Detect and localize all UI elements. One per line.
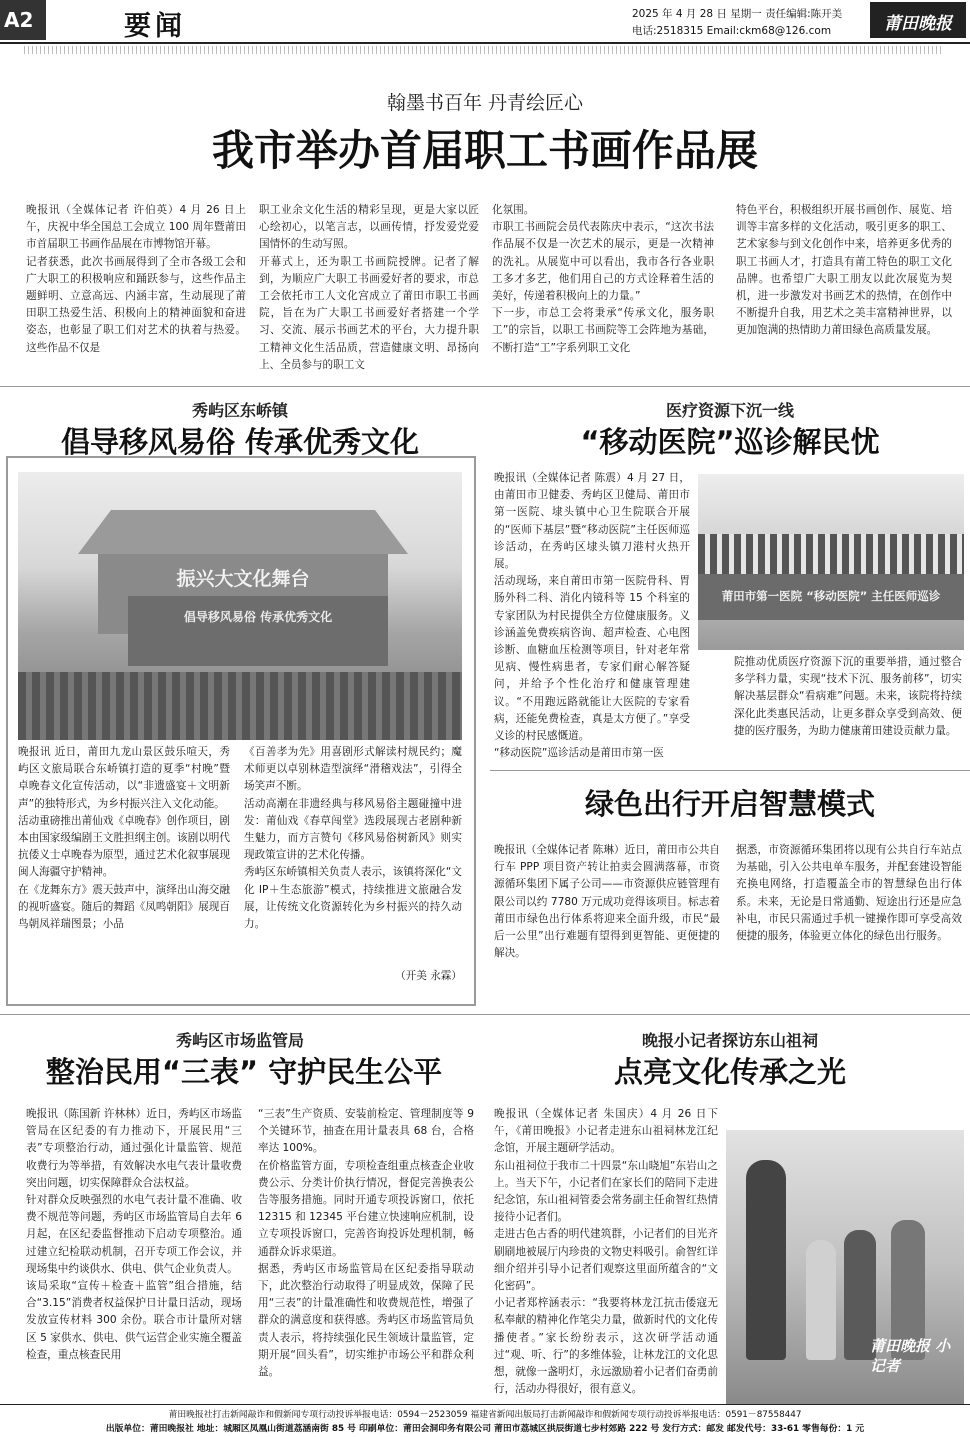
customs-byline: （开美 永霖） bbox=[395, 970, 462, 982]
page-number: A2 bbox=[4, 8, 34, 32]
masthead-logo: 莆田晚报 bbox=[884, 14, 952, 34]
child-figure-1 bbox=[806, 1240, 836, 1360]
clinic-headline: “移动医院”巡诊解民忧 bbox=[580, 425, 880, 459]
banner-title: 振兴大文化舞台 bbox=[176, 568, 310, 590]
clinic-kicker: 医疗资源下沉一线 bbox=[665, 401, 794, 420]
lead-col-2: 职工业余文化生活的精彩呈现，更是大家以匠心绘初心，以笔言志，以画传情，抒发爱党爱国情怀的生动写照。 开幕式上，还为职工书画院授牌。记者了解到，为顺应广大职工书画爱好者的要求，市总工会依托市工人文化宫成立了莆田市职工书画院，旨在为广大职工书画爱好者搭建一个学习、交流、展示书画艺术的平台，大力提升职工精神文化生活品质，营造健康文明、昂扬向上、全员参与的职工文 bbox=[259, 204, 479, 371]
footer-rule bbox=[0, 1404, 970, 1405]
audience bbox=[18, 672, 462, 740]
bike-col-1: 晚报讯（全媒体记者 陈琳）近日，莆田市公共自行车 PPP 项目资产转让拍卖会圆满落幕，市资源循环集团下属子公司——市资源供应链管理有限公司以约 7780 万元成功竞得该项目。标志着莆田市绿色出行体系将迎来全面升级，市民“最后一公里”出行难题有望得到更智能、更便捷的解决。 bbox=[494, 844, 720, 960]
footer-line-2: 出版单位：莆田晚报社 地址：城厢区凤凰山街道荔涵南街 85 号 印刷单位：莆田会洞印务有限公司 莆田市荔城区拱辰街道七步村郊路 222 号 发行方式：邮发 邮发代号：33-61 零售每份：1 元 bbox=[105, 1424, 865, 1434]
clinic-divider bbox=[490, 770, 970, 771]
customs-col-2: 《百善孝为先》用喜剧形式解读村规民约；魔术师更以卓别林造型演绎“滑稽戏法”，引得全场笑声不断。 活动高潮在非遗经典与移风易俗主题碰撞中进发：莆仙戏《春草闯堂》选段展现古老剧种新生魅力，而方言赞句《移风易俗树新风》则实现政策宣讲的艺术化传播。 秀屿区东峤镇相关负责人表示，该镇将深化“文化 IP＋生态旅游”模式，持续推进文旅融合发展，让传统文化资源转化为乡村振兴的持久动力。 bbox=[244, 746, 462, 931]
bike-col-2: 据悉，市资源循环集团将以现有公共自行车站点为基础，引入公共电单车服务，并配套建设智能充换电网络，打造覆盖全市的智慧绿色出行体系。未来，无论是日常通勤、短途出行还是应急补电，市民只需通过手机一键操作即可享受高效便捷的服务，体验更立体化的绿色出行服务。 bbox=[736, 844, 962, 943]
customs-col-1: 晚报讯 近日，莆田九龙山景区鼓乐喧天，秀屿区文旅局联合东峤镇打造的夏季“村晚”暨卓晚春文化宣传活动，以“非遗盛宴＋文明新声”的独特形式，为乡村振兴注入文化动能。 活动重磅推出莆仙戏《卓晚春》创作项目，剧本由国家级编剧王文胜担纲主创。该剧以明代抗倭义士卓晚春为原型，通过艺术化叙事展现闽人海疆守护精神。 在《龙舞东方》震天鼓声中，演绎出山海交融的视听盛宴。随后的舞蹈《凤鸣朝阳》展现百鸟朝凤祥瑞图景；小品 bbox=[18, 746, 230, 931]
ancestral-headline: 点亮文化传承之光 bbox=[613, 1055, 846, 1089]
clinic-banner: 莆田市第一医院 “移动医院” 主任医师巡诊 bbox=[721, 589, 941, 603]
customs-headline: 倡导移风易俗 传承优秀文化 bbox=[60, 425, 420, 459]
masthead-accent bbox=[24, 46, 944, 54]
ancestral-body: 晚报讯（全媒体记者 朱国庆）4 月 26 日下午，《莆田晚报》小记者走进东山祖祠林龙江纪念馆，开展主题研学活动。 东山祖祠位于我市二十四景“东山晓旭”东岩山之上。当天下午，小记者们在家长们的陪同下走进纪念馆，东山祖祠管委会常务副主任俞智红热情接待小记者们。 走进古色古香的明代建筑群，小记者们的目光齐刷刷地被展厅内珍贵的文物史料吸引。俞智红详细介绍并引导小记者们观察这里面所蕴含的“文化密码”。 小记者郑梓涵表示：“我要将林龙江抗击倭寇无私奉献的精神化作笔尖力量，做新时代的文化传播使者。”家长纷纷表示，这次研学活动通过“观、听、行”的多维体验，让林龙江的文化思想，就像一盏明灯，永远激励着小记者们奋勇前行，活动办得很好，很有意义。 bbox=[494, 1108, 718, 1396]
bike-headline: 绿色出行开启智慧模式 bbox=[584, 787, 875, 821]
lead-kicker: 翰墨书百年 丹青绘匠心 bbox=[386, 92, 584, 114]
lead-col-3: 化氛围。 市职工书画院会员代表陈庆中表示，“这次书法作品展不仅是一次艺术的展示，更是一次精神的洗礼。从展览中可以看出，我市各行各业职工多才多艺，他们用自己的方式诠释着生活的美好，传递着积极向上的力量。” 下一步，市总工会将秉承“传承文化，服务职工”的宗旨，以职工书画院等工会阵地为基础，不断打造“工”字系列职工文化 bbox=[492, 204, 714, 354]
middle-divider bbox=[0, 1014, 970, 1015]
lead-headline: 我市举办首届职工书画作品展 bbox=[211, 126, 758, 175]
lead-col-1: 晚报讯（全媒体记者 许伯英）4 月 26 日上午，庆祝中华全国总工会成立 100 周年暨莆田市首届职工书画作品展在市博物馆开幕。 记者获悉，此次书画展得到了全市各级工会和广大职工的积极响应和踊跃参与，这些作品主题鲜明、立意高远、内涵丰富，生动展现了莆田职工热爱生活、积极向上的精神面貌和奋进姿态，也彰显了职工们对艺术的执着与热爱。这些作品不仅是 bbox=[26, 204, 246, 354]
customs-stage-photo bbox=[18, 472, 462, 740]
lead-col-4: 特色平台，积极组织开展书画创作、展览、培训等丰富多样的文化活动，吸引更多的职工、艺术家参与到文化创作中来，培养更多优秀的职工书画人才，打造具有莆工特色的职工文化品牌。也希望广大职工朋友以此次展览为契机，进一步激发对书画艺术的热情，在创作中不断提升自我，用艺术之美丰富精神世界，以更加饱满的热情助力莆田绿色高质量发展。 bbox=[736, 204, 952, 337]
photo-stamp: 莆田晚报 小记者 bbox=[870, 1337, 951, 1375]
banner-subtitle: 倡导移风易俗 传承优秀文化 bbox=[183, 610, 333, 624]
stage-backdrop bbox=[128, 596, 388, 666]
meters-col-1: 晚报讯（陈国新 许林林）近日，秀屿区市场监管局在区纪委的有力推动下，开展民用“三表”专项整治行动，通过强化计量监管、规范收费行为等举措，有效解决水电气表计量收费突出问题，切实保障群众合法权益。 针对群众反映强烈的水电气表计量不准确、收费不规范等问题，秀屿区市场监管局自去年 6 月起，在区纪委监督推动下启动专项整治。通过建立纪检联动机制，召开专项工作会议，并现场集中约谈供水、供电、供气企业负责人。 该局采取“宣传＋检查＋监管”组合措施，结合“3.15”消费者权益保护日计量日活动，现场发放宣传材料 300 余份。联合市计量所对辖区 5 家供水、供电、供气运营企业实施全覆盖检查，重点核查民用 bbox=[26, 1108, 242, 1361]
clinic-col-1: 晚报讯（全媒体记者 陈震）4 月 27 日，由莆田市卫健委、秀屿区卫健局、莆田市第一医院、埭头镇中心卫生院联合开展的“医师下基层”暨“移动医院”主任医师巡诊活动，在秀屿区埭头镇刀港村火热开展。 活动现场，来自莆田市第一医院骨科、胃肠外科二科、消化内镜科等 15 个科室的专家团队为村民提供全方位健康服务。义诊涵盖免费疾病咨询、超声检查、心电图诊断、血糖血压检测等项目，针对老年常见病、慢性病患者，专家们耐心解答疑问，并给予个性化治疗和健康管理建议。“不用跑远路就能让大医院的专家看病，还能免费检查，真是太方便了。”享受义诊的村民感慨道。 “移动医院”巡诊活动是莆田市第一医 bbox=[494, 472, 690, 760]
customs-kicker: 秀屿区东峤镇 bbox=[191, 401, 288, 420]
clinic-group-photo bbox=[698, 474, 964, 650]
adult-figure bbox=[746, 1160, 786, 1360]
lead-divider bbox=[0, 386, 970, 387]
section-title: 要闻 bbox=[124, 11, 186, 42]
meters-kicker: 秀屿区市场监管局 bbox=[175, 1031, 304, 1050]
contact-line: 电话:2518315 Email:ckm68@126.com bbox=[632, 25, 832, 37]
meters-headline: 整治民用“三表” 守护民生公平 bbox=[45, 1055, 443, 1089]
meters-col-2: “三表”生产资质、安装前检定、管理制度等 9 个关键环节，抽查在用计量表具 68 台，合格率达 100%。 在价格监管方面，专项检查组重点核查企业收费公示、分类计价执行情况，督促完善换表公告等服务措施。同时开通专项投诉窗口，依托 12315 和 12345 平台建立快速响应机制，设立专项投诉窗口，完善咨询投诉处理机制，畅通群众诉求渠道。 据悉，秀屿区市场监管局在区纪委指导联动下，此次整治行动取得了明显成效，保障了民用“三表”的计量准确性和收费规范性，增强了群众的满意度和获得感。秀屿区市场监管局负责人表示，将持续强化民生领域计量监管，定期开展“回头看”，切实维护市场公平和群众利益。 bbox=[258, 1108, 474, 1379]
ancestral-photo bbox=[726, 1130, 964, 1404]
footer-line-1: 莆田晚报社打击新闻敲诈和假新闻专项行动投诉举报电话：0594－2523059 福建省新闻出版局打击新闻敲诈和假新闻专项行动投诉举报电话：0591－87558447 bbox=[168, 1410, 802, 1420]
clinic-col-2: 院推动优质医疗资源下沉的重要举措，通过整合多学科力量，实现“技术下沉、服务前移”，切实解决基层群众“看病难”问题。未来，该院将持续深化此类惠民活动，让更多群众享受到高效、便捷的医疗服务，为助力健康莆田建设贡献力量。 bbox=[734, 656, 962, 737]
dateline: 2025 年 4 月 28 日 星期一 责任编辑:陈开美 bbox=[632, 8, 843, 20]
masthead-rule bbox=[0, 42, 970, 44]
gate-roof bbox=[78, 510, 408, 554]
ancestral-kicker: 晚报小记者探访东山祖祠 bbox=[641, 1031, 818, 1050]
